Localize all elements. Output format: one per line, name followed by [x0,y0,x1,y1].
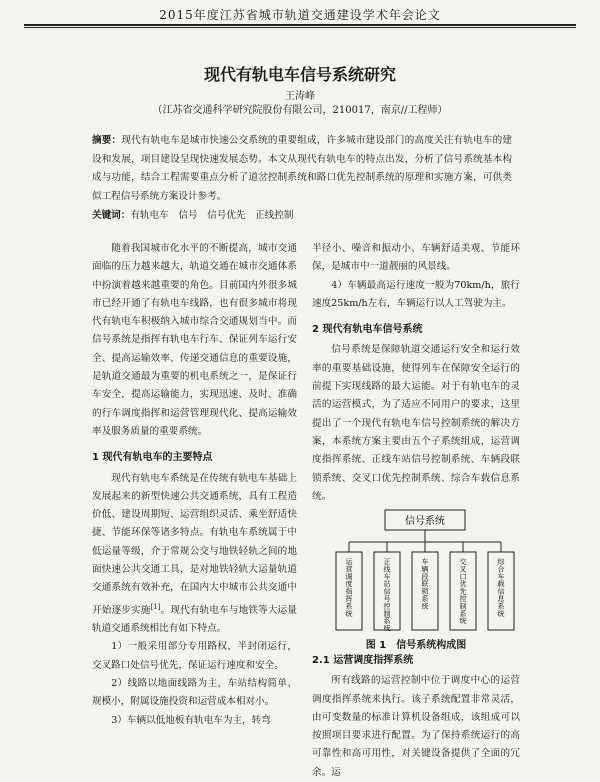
signal-system-diagram [330,504,520,634]
list-item-1: 1）一般采用部分专用路权，半封闭运行，交叉路口处信号优先，保证运行速度和安全。 [92,641,297,671]
left-column [92,240,297,730]
running-header: 2015年度江苏省城市轨道交通建设学术年会论文 [159,8,441,22]
diagram-root-label: 信号系统 [405,516,445,527]
abstract-label: 摘要： [92,135,122,146]
keywords-text: 有轨电车 信号 信号优先 正线控制 [130,210,294,221]
section-1-text-b: 。现代有轨电车与地铁等大运量轨道交通系统相比有如下特点。 [92,604,298,635]
header-rule [24,24,576,26]
right-column-lower [312,652,520,782]
paper-author: 王涛峰 [285,91,315,102]
paper-title: 现代有轨电车信号系统研究 [203,65,396,84]
section-2-paragraph: 信号系统是保障轨道交通运行安全和运行效率的重要基础设施，使得列车在保障安全运行的前提下实现线路的最大运能。对于有轨电车的灵活的运营模式，为了适应不同用户的要求，这里提出了一个现代有轨电车信号控制系统的解决方案，本系统方案主要由五个子系统组成，运营调度指挥系统、正线车站信号控制系统、车辆段联锁系统、交叉口优先控制系统、综合车载信息系统。 [312,344,520,502]
diagram-svg [330,504,520,634]
keywords [92,207,512,225]
diagram-child-label: 车辆段联锁系统 [421,558,429,611]
list-item-3: 3）车辆以低地板有轨电车为主，转弯 [111,714,271,726]
diagram-child-label: 综合车载信息系统 [497,558,505,618]
right-column [312,240,520,506]
intro-paragraph: 随着我国城市化水平的不断提高，城市交通面临的压力越来越大，轨道交通在城市交通体系中扮演着越来越重要的角色。目前国内外很多城市已经开通了有轨电车线路，也有很多城市将现代有轨电车积极纳入城市综合交通规划当中。而信号系统是指挥有轨电车行车、保证列车运行安全、提高运输效率、传递交通信息的重要设施，是轨道交通最为重要的机电系统之一，是保证行车安全，提高运输能力，实现迅速、及时、准确的行车调度指挥和运营管理现代化、提高运输效率及服务质量的重要系统。 [92,243,297,437]
diagram-child-label: 运营调度指挥系统 [345,558,353,618]
list-item-2: 2）线路以地面线路为主，车站结构简单、规模小，附属设施投资和运营成本相对小。 [92,678,297,708]
keywords-label: 关键词： [92,210,131,221]
diagram-child-label: 正线车站信号控制系统 [383,558,391,633]
figure-1-caption: 图 1 信号系统构成图 [365,640,467,651]
header-rule-thin [24,27,576,28]
abstract-text: 现代有轨电车是城市快速公交系统的重要组成，许多城市建设部门的高度关注有轨电车的建设和发展，项目建设呈现快速发展态势。本文从现代有轨电车的特点出发，分析了信号系统基本构成与功能，结合工程需要重点分析了道岔控制系统和路口优先控制系统的原理和实施方案，可供类似工程信号系统方案设计参考。 [92,135,513,202]
section-2-1-paragraph: 所有线路的运营控制中位于调度中心的运营调度指挥系统来执行。该子系统配置非常灵活，由可变数量的标准计算机设备组成，该组成可以按照项目要求进行配置。为了保持系统运行的高可靠性和高可用性，对关键设备提供了全面的冗余。运 [312,675,520,778]
section-1-heading: 1 现代有轨电车的主要特点 [92,452,213,464]
citation-1: [1] [150,602,161,611]
section-1-paragraph [92,470,297,639]
section-2-1-heading: 2.1 运营调度指挥系统 [312,655,414,666]
diagram-child-label: 交叉口优先控制系统 [459,558,467,626]
abstract [92,132,512,206]
section-2-heading: 2 现代有轨电车信号系统 [312,324,423,336]
diagram-children [336,542,514,633]
section-1-text-a: 现代有轨电车系统是在传统有轨电车基础上发展起来的新型快速公共交通系统，具有工程造价低、建设周期短、运营组织灵活、乘坐舒适快捷、节能环保等诸多特点。有轨电车系统属于中低运量等级，介于常规公交与地铁轻轨之间的地面快速公共交通工具，是对地铁轻轨大运量轨道交通系统有效补充，在国内大中城市公共交通中开始逐步实施 [92,472,297,616]
list-item-3-continued: 半径小、噪音和振动小、车辆舒适美观、节能环保，是城市中一道靓丽的风景线。 [312,243,520,273]
paper-affiliation: （江苏省交通科学研究院股份有限公司，210017，南京//工程师） [152,105,448,116]
list-item-4: 4）车辆最高运行速度一般为70km/h，旅行速度25km/h左右，车辆运行以人工驾驶为主。 [312,279,520,309]
